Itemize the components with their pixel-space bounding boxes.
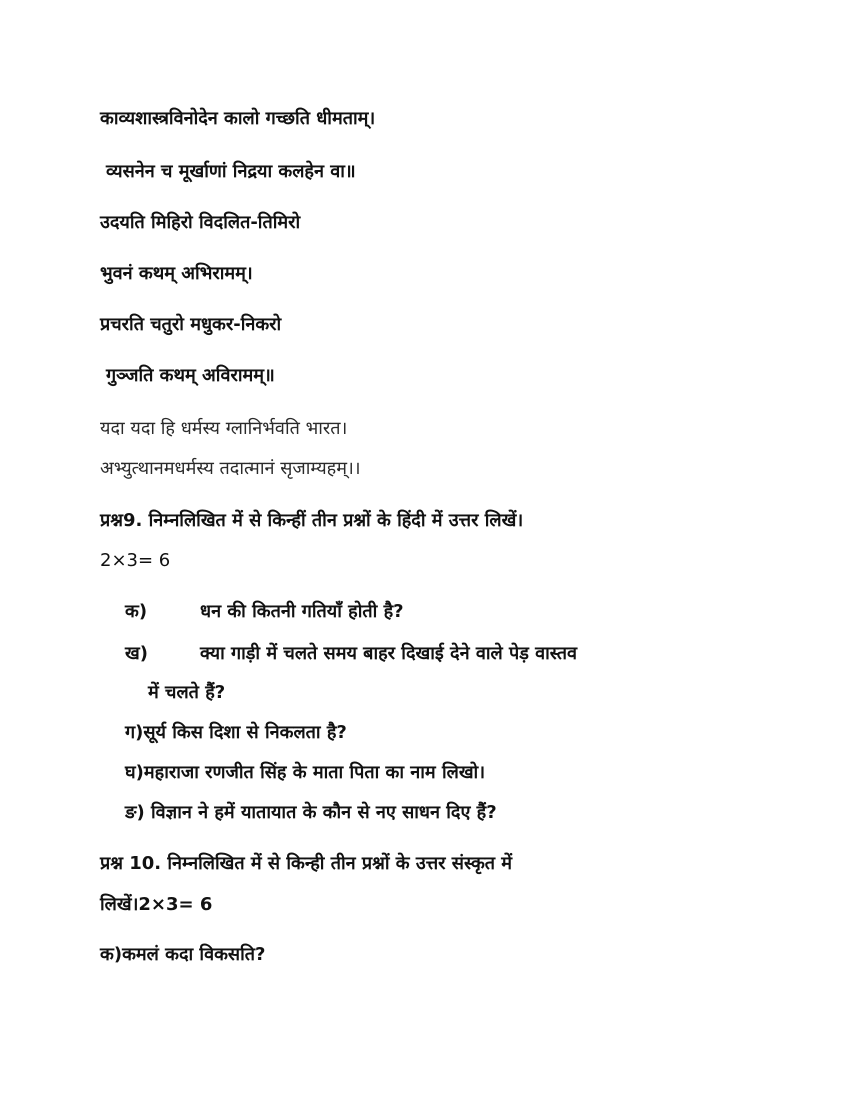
q9-item-label: ङ) xyxy=(125,802,145,823)
q9-item-gha xyxy=(125,762,485,784)
question10-heading-cont: लिखें।2×3= 6 xyxy=(100,894,213,915)
question9-heading: प्रश्न9. निम्नलिखित में से किन्हीं तीन प्रश्नों के हिंदी में उत्तर लिखें। xyxy=(100,510,524,531)
verse1-line1: काव्यशास्त्रविनोदेन कालो गच्छति धीमताम्। xyxy=(100,108,376,129)
verse2-line2: भुवनं कथम् अभिरामम्। xyxy=(100,263,253,284)
q9-item-label: क) xyxy=(125,601,148,622)
q10-item-text: कमलं कदा विकसति? xyxy=(122,944,266,965)
verse3-line1: यदा यदा हि धर्मस्य ग्लानिर्भवति भारत। xyxy=(100,418,348,439)
q9-item-label: घ) xyxy=(125,762,144,783)
q9-item-text: महाराजा रणजीत सिंह के माता पिता का नाम लिखो। xyxy=(143,762,486,783)
verse2-line1: उदयति मिहिरो विदलित-तिमिरो xyxy=(100,212,301,233)
q9-item-label: ग) xyxy=(125,722,144,743)
q9-item-kha-cont: में चलते हैं? xyxy=(148,682,226,703)
q10-item-ka xyxy=(100,944,265,966)
q9-item-kha xyxy=(125,643,577,665)
verse3-line2: अभ्युत्थानमधर्मस्य तदात्मानं सृजाम्यहम्।। xyxy=(100,458,361,479)
verse1-line2: व्यसनेन च मूर्खाणां निद्रया कलहेन वा॥ xyxy=(106,161,356,182)
q9-item-text: विज्ञान ने हमें यातायात के कौन से नए साधन दिए हैं? xyxy=(150,802,497,823)
verse2-line3: प्रचरति चतुरो मधुकर-निकरो xyxy=(100,314,282,335)
q10-item-label: क) xyxy=(100,944,123,965)
q9-item-text: धन की कितनी गतियाँ होती है? xyxy=(200,601,404,622)
q9-item-text: सूर्य किस दिशा से निकलता है? xyxy=(143,722,347,743)
q9-item-ka xyxy=(125,601,404,623)
q9-item-text: क्या गाड़ी में चलते समय बाहर दिखाई देने वाले पेड़ वास्तव xyxy=(200,643,578,664)
q9-item-label: ख) xyxy=(125,643,148,664)
question9-marks: 2×3= 6 xyxy=(100,550,171,571)
q9-item-nga xyxy=(125,802,497,824)
verse2-line4: गुञ्जति कथम् अविरामम्॥ xyxy=(106,365,275,386)
q9-item-ga xyxy=(125,722,347,744)
question10-heading: प्रश्न 10. निम्नलिखित में से किन्ही तीन प्रश्नों के उत्तर संस्कृत में xyxy=(100,853,513,874)
